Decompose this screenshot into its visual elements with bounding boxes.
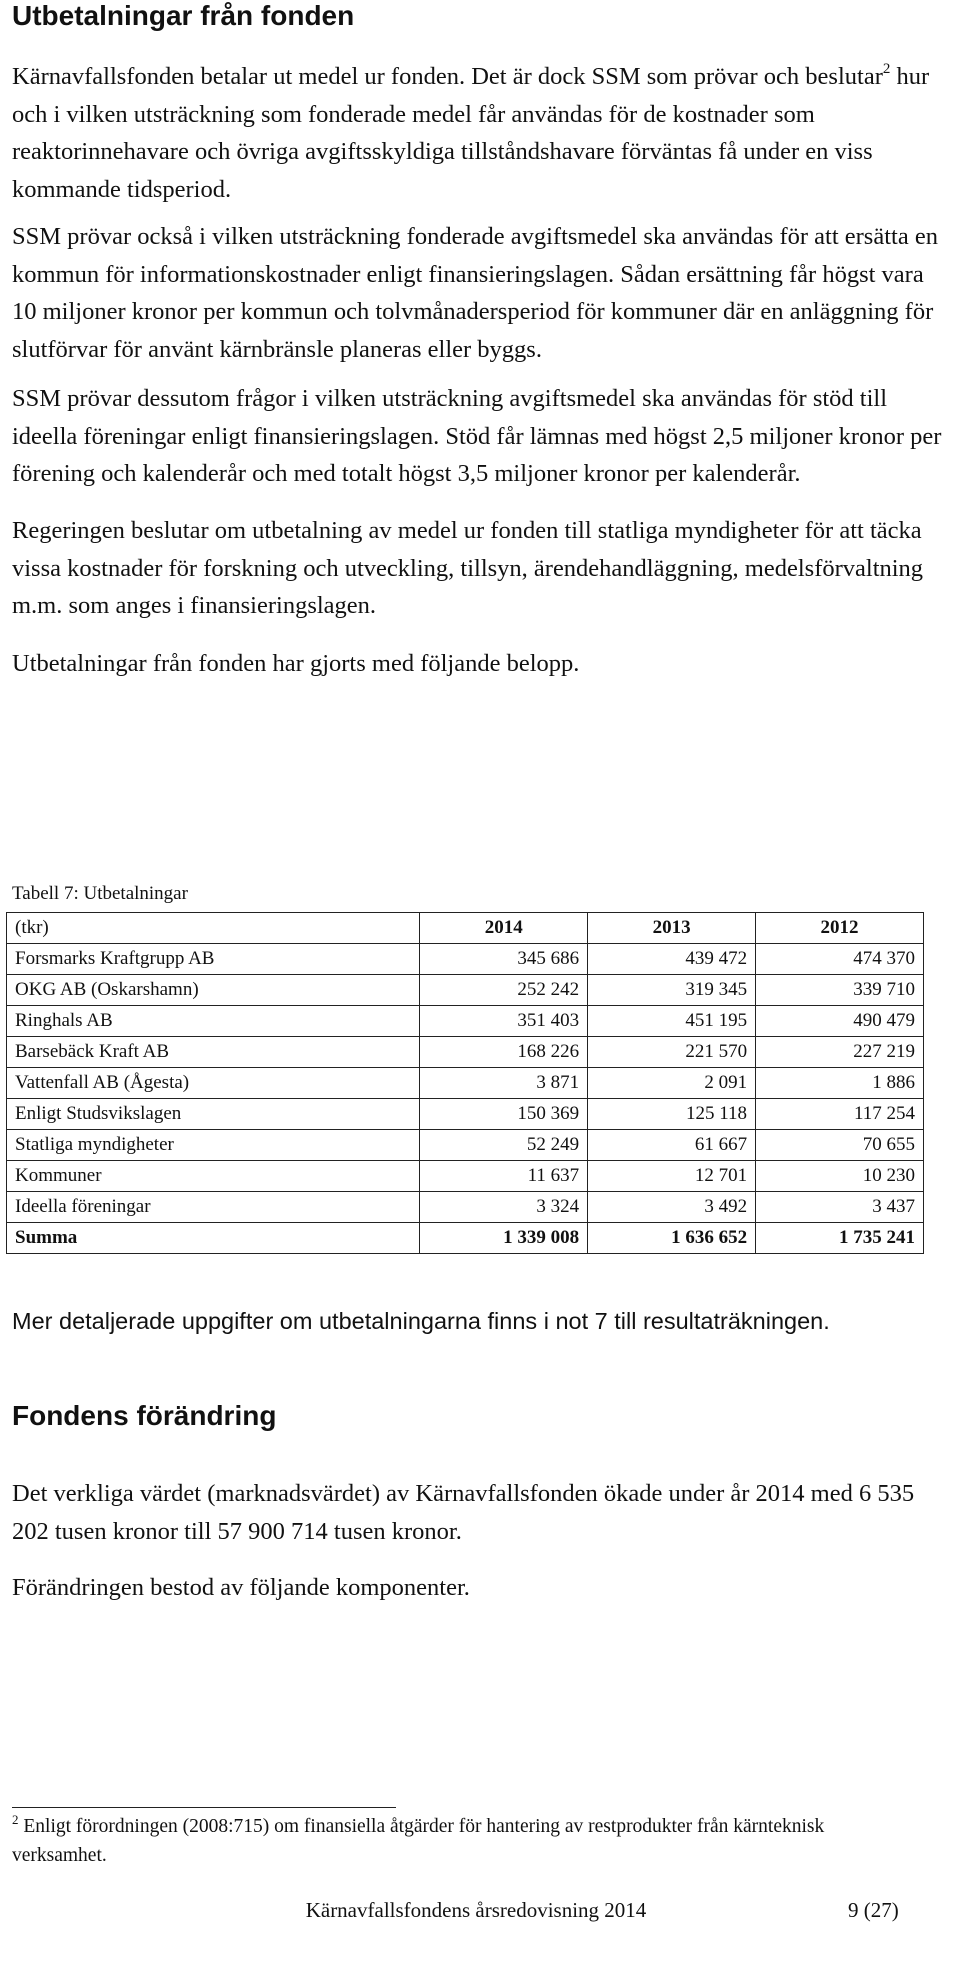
row-value-2013: 319 345 <box>588 975 756 1006</box>
total-value-2014: 1 339 008 <box>420 1223 588 1254</box>
total-value-2012: 1 735 241 <box>756 1223 924 1254</box>
row-value-2012: 1 886 <box>756 1068 924 1099</box>
row-label: Forsmarks Kraftgrupp AB <box>7 944 420 975</box>
footer-document-title: Kärnavfallsfondens årsredovisning 2014 <box>305 1898 647 1922</box>
row-value-2013: 61 667 <box>588 1130 756 1161</box>
table-total-row <box>7 1223 924 1254</box>
paragraph-intro-text-2: hur och i vilken utsträckning som fonderade medel får användas för de kostnader som reaktorinnehavare och övriga avgiftsskyldiga tillståndshavare förväntas få under en viss kommande tidsperiod. <box>12 63 930 203</box>
row-value-2012: 227 219 <box>756 1037 924 1068</box>
row-value-2013: 2 091 <box>588 1068 756 1099</box>
row-value-2013: 439 472 <box>588 944 756 975</box>
section-heading-fondens-forandring: Fondens förändring <box>12 1400 277 1431</box>
row-label: Kommuner <box>7 1161 420 1192</box>
footnote-separator <box>12 1807 396 1808</box>
footnote <box>12 1812 912 1870</box>
row-label: Ringhals AB <box>7 1006 420 1037</box>
paragraph-intro <box>12 58 947 208</box>
header-cell-2013: 2013 <box>588 913 756 944</box>
header-cell-unit: (tkr) <box>7 913 420 944</box>
row-value-2014: 11 637 <box>420 1161 588 1192</box>
footer-page-number: 9 (27) <box>848 1898 899 1922</box>
row-value-2014: 3 871 <box>420 1068 588 1099</box>
payments-table <box>6 912 924 1254</box>
row-value-2014: 52 249 <box>420 1130 588 1161</box>
row-value-2014: 252 242 <box>420 975 588 1006</box>
footnote-text: Enligt förordningen (2008:715) om finansiella åtgärder för hantering av restprodukter från kärnteknisk verksamhet. <box>12 1816 825 1866</box>
row-label: Barsebäck Kraft AB <box>7 1037 420 1068</box>
table-header-row <box>7 913 924 944</box>
row-value-2013: 125 118 <box>588 1099 756 1130</box>
paragraph-details-note: Mer detaljerade uppgifter om utbetalningarna finns i not 7 till resultaträkningen. <box>12 1308 830 1334</box>
row-value-2013: 3 492 <box>588 1192 756 1223</box>
section-heading-utbetalningar: Utbetalningar från fonden <box>12 0 355 31</box>
row-value-2013: 12 701 <box>588 1161 756 1192</box>
paragraph-government-decision: Regeringen beslutar om utbetalning av medel ur fonden till statliga myndigheter för att täcka vissa kostnader för forskning och utveckling, tillsyn, ärendehandläggning, medelsförvaltning m.m. som anges i finansieringslagen. <box>12 517 924 619</box>
paragraph-ideal-associations: SSM prövar dessutom frågor i vilken utsträckning avgiftsmedel ska användas för stöd till ideella föreningar enligt finansieringslagen. Stöd får lämnas med högst 2,5 miljoner kronor per förening och kalenderår och med totalt högst 3,5 miljoner kronor per kalenderår. <box>12 385 942 487</box>
footnote-number: 2 <box>12 1811 19 1827</box>
table-row <box>7 944 924 975</box>
table-caption: Tabell 7: Utbetalningar <box>12 883 188 904</box>
row-value-2014: 351 403 <box>420 1006 588 1037</box>
row-value-2013: 221 570 <box>588 1037 756 1068</box>
row-value-2012: 339 710 <box>756 975 924 1006</box>
table-row <box>7 1037 924 1068</box>
paragraph-payments-intro: Utbetalningar från fonden har gjorts med följande belopp. <box>12 650 580 677</box>
row-value-2014: 150 369 <box>420 1099 588 1130</box>
row-label: Ideella föreningar <box>7 1192 420 1223</box>
row-label: OKG AB (Oskarshamn) <box>7 975 420 1006</box>
row-value-2012: 3 437 <box>756 1192 924 1223</box>
row-label: Enligt Studsvikslagen <box>7 1099 420 1130</box>
row-value-2012: 70 655 <box>756 1130 924 1161</box>
row-value-2012: 474 370 <box>756 944 924 975</box>
row-value-2012: 490 479 <box>756 1006 924 1037</box>
table-row <box>7 1006 924 1037</box>
footnote-reference: 2 <box>882 60 891 77</box>
paragraph-information-costs: SSM prövar också i vilken utsträckning fonderade avgiftsmedel ska användas för att ersätta en kommun för informationskostnader enligt finansieringslagen. Sådan ersättning får högst vara 10 miljoner kronor per kommun och tolvmånadersperiod för kommuner där en anläggning för slutförvar för använt kärnbränsle planeras eller byggs. <box>12 223 938 363</box>
header-cell-2014: 2014 <box>420 913 588 944</box>
paragraph-value-change: Det verkliga värdet (marknadsvärdet) av Kärnavfallsfonden ökade under år 2014 med 6 535 202 tusen kronor till 57 900 714 tusen kronor. <box>12 1480 915 1545</box>
row-value-2012: 10 230 <box>756 1161 924 1192</box>
table-row <box>7 1099 924 1130</box>
row-value-2014: 168 226 <box>420 1037 588 1068</box>
header-cell-2012: 2012 <box>756 913 924 944</box>
row-label: Statliga myndigheter <box>7 1130 420 1161</box>
paragraph-components-intro: Förändringen bestod av följande komponenter. <box>12 1574 470 1601</box>
table-row <box>7 1068 924 1099</box>
row-value-2014: 345 686 <box>420 944 588 975</box>
table-row <box>7 1192 924 1223</box>
total-value-2013: 1 636 652 <box>588 1223 756 1254</box>
row-value-2012: 117 254 <box>756 1099 924 1130</box>
row-value-2014: 3 324 <box>420 1192 588 1223</box>
table-row <box>7 1130 924 1161</box>
table-row <box>7 975 924 1006</box>
table-row <box>7 1161 924 1192</box>
total-label: Summa <box>7 1223 420 1254</box>
row-value-2013: 451 195 <box>588 1006 756 1037</box>
paragraph-intro-text-1: Kärnavfallsfonden betalar ut medel ur fonden. Det är dock SSM som prövar och beslutar <box>12 63 883 90</box>
row-label: Vattenfall AB (Ågesta) <box>7 1068 420 1099</box>
